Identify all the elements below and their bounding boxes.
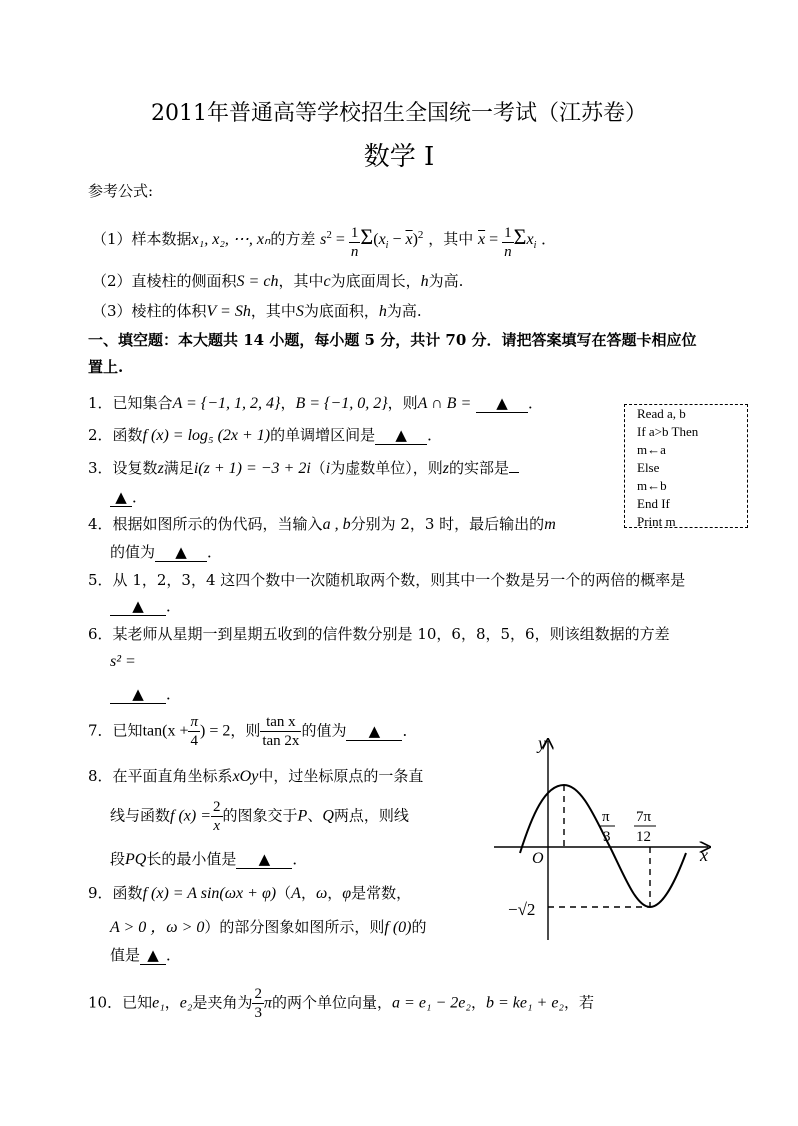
pseudocode-line: Print m	[637, 514, 676, 529]
question-8-line2: 线与函数f (x) = $\frac{2}{x}$ 的图象交于P、Q两点，则线	[110, 799, 409, 834]
question-6-s2: s² =	[110, 653, 136, 670]
question-7: 7．已知tan(x + $\frac{\pi}{4}$ ) = 2，则 $\frac{\text{tan x}}{\tan 2x}$ 的值为 ▲ ．	[88, 714, 418, 749]
tick-7pi12-num: 7π	[636, 809, 652, 825]
question-3-cont: ▲ ．	[110, 486, 147, 507]
min-value-label: −√2	[508, 900, 536, 919]
question-6: 6．某老师从星期一到星期五收到的信件数分别是 10，6，8，5，6，则该组数据的方差	[88, 625, 670, 643]
question-4-cont: 的值为 ▲ ．	[110, 543, 223, 561]
tick-pi3-num: π	[602, 809, 610, 825]
answer-blank: ▲	[110, 597, 166, 616]
pseudocode-line: Else	[637, 460, 660, 475]
question-9: 9．函数f (x) = A sin(ωx + φ)（A，ω，φ是常数，	[88, 884, 412, 902]
sine-graph	[490, 735, 720, 945]
tick-pi3-den: 3	[603, 829, 611, 845]
answer-blank: ▲	[110, 488, 132, 507]
answer-blank: ▲	[140, 946, 166, 965]
page-subtitle: 数学 Ⅰ	[363, 142, 435, 172]
section-heading-line1: 一、填空题：本大题共 14 小题，每小题 5 分，共计 70 分．请把答案填写在答题卡相应位	[88, 331, 697, 349]
answer-blank: ▲	[476, 394, 528, 413]
page-title: 2011年普通高等学校招生全国统一考试（江苏卷）	[151, 101, 647, 126]
question-2: 2．函数f (x) = log₅ (2x + 1)的单调增区间是 ▲ ．	[88, 426, 443, 444]
pseudocode-line: m←a	[637, 442, 666, 457]
pseudocode-line: m←b	[637, 478, 667, 493]
section-heading-line2: 置上.	[88, 358, 124, 376]
sine-curve	[520, 785, 686, 907]
pseudocode-line: If a>b Then	[637, 424, 699, 439]
question-8: 8．在平面直角坐标系xOy中，过坐标原点的一条直	[88, 767, 424, 785]
pseudocode-line: End If	[637, 496, 670, 511]
formula-1: （1）样本数据x₁, x₂, ⋯, xₙ的方差 $s^2$ = $\frac{1}{n}$ $\Sigma(x_i - \overline{x})^2$ ，其中 $\overline{x}$ = $\frac{1}{n}$ $\Sigma x_i$ ．	[92, 224, 557, 260]
tick-7pi12-den: 12	[636, 829, 651, 845]
question-4: 4．根据如图所示的伪代码，当输入a , b分别为 2，3 时，最后输出的m	[88, 515, 556, 533]
question-6-cont: ▲ ．	[110, 683, 181, 704]
pseudocode-box	[624, 404, 748, 528]
answer-blank: ▲	[346, 722, 402, 741]
answer-blank: ▲	[236, 850, 292, 869]
question-9-line3: 值是 ▲ ．	[110, 946, 182, 964]
y-axis-label: y	[538, 735, 546, 753]
pseudocode-line: Read a, b	[637, 406, 686, 421]
x-axis-label: x	[700, 845, 708, 865]
origin-label: O	[532, 850, 544, 867]
answer-blank: ▲	[155, 543, 207, 562]
formula-heading: 参考公式:	[88, 182, 154, 200]
question-9-line2: A > 0 ，ω > 0）的部分图象如图所示，则f (0)的	[110, 918, 427, 936]
formula-2: （2）直棱柱的侧面积S = ch，其中c为底面周长，h为高.	[92, 272, 464, 290]
question-10: 10．已知e₁，e₂是夹角为 $\frac{2}{3}$ π的两个单位向量，a = e₁ − 2e₂，b = ke₁ + e₂，若	[88, 986, 594, 1021]
question-8-line3: 段PQ长的最小值是 ▲ ．	[110, 850, 308, 868]
question-5-cont: ▲ ．	[110, 595, 181, 616]
question-1: 1．已知集合A = {−1, 1, 2, 4}，B = {−1, 0, 2}，则A ∩ B = ▲ ．	[88, 394, 544, 412]
formula-3: （3）棱柱的体积V = Sh，其中S为底面积，h为高.	[92, 302, 422, 320]
question-3: 3．设复数z满足i(z + 1) = −3 + 2i（i为虚数单位），则z的实部是	[88, 457, 519, 478]
answer-blank: ▲	[110, 685, 166, 704]
answer-blank: ▲	[375, 426, 427, 445]
question-5: 5．从 1，2，3，4 这四个数中一次随机取两个数，则其中一个数是另一个的两倍的概率是	[88, 571, 686, 589]
